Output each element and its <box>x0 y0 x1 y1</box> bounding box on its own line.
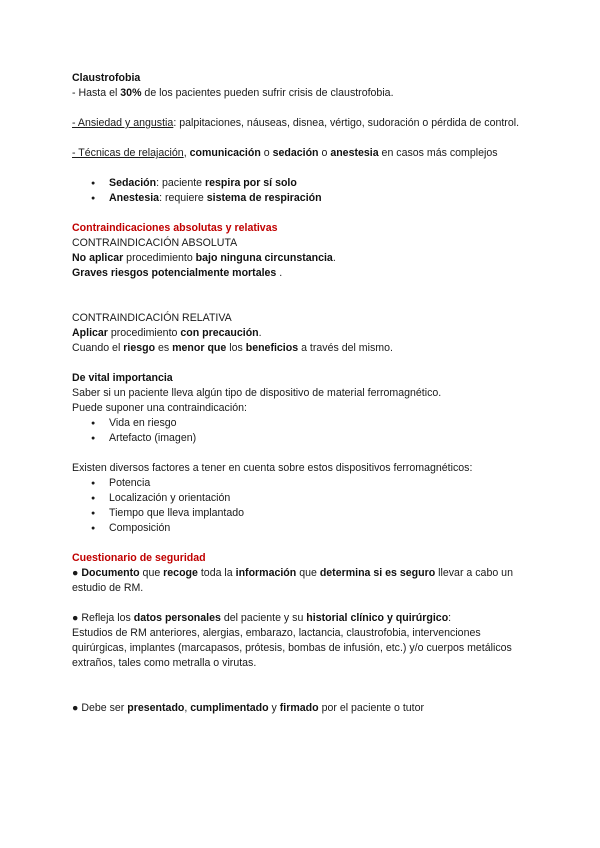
list-item: ● Tiempo que lleva implantado <box>72 506 532 521</box>
vital-heading: De vital importancia <box>72 372 173 384</box>
document-content <box>72 71 532 716</box>
contraindicacion-list <box>72 416 532 446</box>
list-item: ● Sedación: paciente respira por sí solo <box>72 176 532 191</box>
list-item: ● Composición <box>72 521 532 536</box>
claustrofobia-heading: Claustrofobia <box>72 72 141 84</box>
relativa-heading: CONTRAINDICACIÓN RELATIVA <box>72 312 232 324</box>
absoluta-line-1: No aplicar procedimiento bajo ninguna circunstancia. <box>72 252 336 264</box>
cuestionario-paragraph-3: ● Debe ser presentado, cumplimentado y firmado por el paciente o tutor <box>72 702 425 714</box>
cuestionario-paragraph-1: ● Documento que recoge toda la información que determina si es seguro llevar a cabo un estudio de RM. <box>72 567 513 594</box>
list-item: ● Localización y orientación <box>72 491 532 506</box>
factores-intro: Existen diversos factores a tener en cuenta sobre estos dispositivos ferromagnéticos: <box>72 462 473 474</box>
tecnicas-paragraph: - Técnicas de relajación, comunicación o sedación o anestesia en casos más complejos <box>72 147 498 159</box>
relativa-line-2: Cuando el riesgo es menor que los beneficios a través del mismo. <box>72 342 393 354</box>
cuestionario-heading: Cuestionario de seguridad <box>72 552 206 564</box>
relativa-line-1: Aplicar procedimiento con precaución. <box>72 327 262 339</box>
list-item: ● Artefacto (imagen) <box>72 431 532 446</box>
absoluta-heading: CONTRAINDICACIÓN ABSOLUTA <box>72 237 238 249</box>
ansiedad-paragraph: - Ansiedad y angustia: palpitaciones, náuseas, disnea, vértigo, sudoración o pérdida de control. <box>72 117 520 129</box>
claustrofobia-stat: - Hasta el 30% de los pacientes pueden sufrir crisis de claustrofobia. <box>72 87 394 99</box>
vital-line-2: Puede suponer una contraindicación: <box>72 402 247 414</box>
list-item: ● Potencia <box>72 476 532 491</box>
list-item: ● Anestesia: requiere sistema de respiración <box>72 191 532 206</box>
absoluta-line-2: Graves riesgos potencialmente mortales . <box>72 267 283 279</box>
sedacion-list <box>72 176 532 206</box>
factores-list <box>72 476 532 536</box>
list-item: ● Vida en riesgo <box>72 416 532 431</box>
cuestionario-paragraph-2: ● Refleja los datos personales del paciente y su historial clínico y quirúrgico: <box>72 612 452 624</box>
contraindicaciones-heading: Contraindicaciones absolutas y relativas <box>72 222 278 234</box>
cuestionario-paragraph-2-body: Estudios de RM anteriores, alergias, embarazo, lactancia, claustrofobia, intervenciones quirúrgicas, implantes (marcapasos, prótesis, bombas de infusión, etc.) y/o cuerpos metálicos extraños, tales como metralla o virutas. <box>72 627 512 669</box>
vital-line-1: Saber si un paciente lleva algún tipo de dispositivo de material ferromagnético. <box>72 387 442 399</box>
